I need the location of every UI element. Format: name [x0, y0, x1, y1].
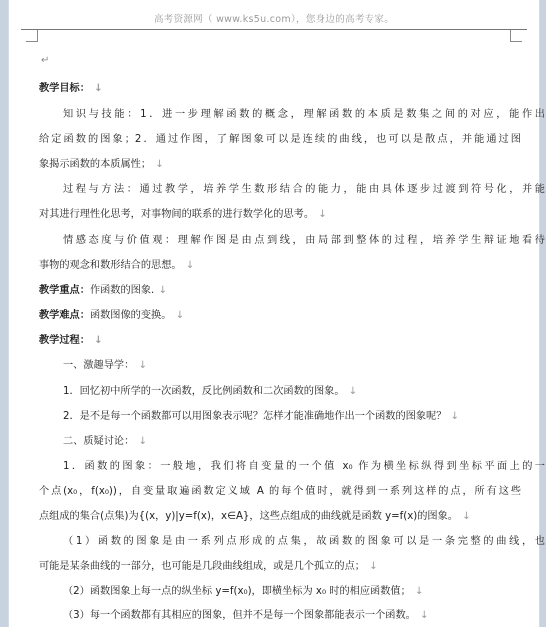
document-page: [8, 0, 545, 627]
note-1-line-1: （1）函数的图象是由一系列点形成的点集，故函数的图象可以是一条完整的曲线，也: [63, 536, 545, 547]
line-break-icon: ↓: [158, 285, 167, 296]
line-break-icon: ↓: [414, 586, 424, 597]
line-break-icon: ↓: [138, 436, 147, 447]
line-break-icon: ↓: [369, 561, 378, 572]
goals-heading: 教学目标： ↓: [39, 83, 103, 94]
goals-attitude-line-1: 情感态度与价值观：理解作图是由点到线，由局部到整体的过程，培养学生辩证地看待: [63, 235, 545, 246]
key-point: 教学重点：作函数的图象. ↓: [39, 285, 167, 296]
crop-mark-right: [510, 30, 522, 42]
goals-process-line-2: 对其进行理性化思考，对事物间的联系的进行数学化的思考。 ↓: [39, 209, 327, 220]
line-break-icon: ↓: [138, 360, 147, 371]
section1-item-1: 1．回忆初中所学的一次函数，反比例函数和二次函数的图象。 ↓: [63, 386, 358, 397]
line-break-icon: ↓: [348, 386, 358, 397]
section1-item-2: 2．是不是每一个函数都可以用图象表示呢？怎样才能准确地作出一个函数的图象呢？ ↓: [63, 411, 459, 422]
difficulty-point: 教学难点：函数图像的变换。 ↓: [39, 310, 184, 321]
line-break-icon: ↓: [155, 159, 164, 170]
goals-knowledge-line-3: 象揭示函数的本质属性； ↓: [39, 159, 164, 170]
page-header: 高考资源网（ www.ks5u.com），您身边的高考专家。: [153, 14, 395, 25]
function-graph-def-line-2: 个点(x₀，f(x₀))，自变量取遍函数定义域 A 的每个值时，就得到一系列这样的点，所有这些: [39, 486, 521, 497]
note-3: （3）每一个函数都有其相应的图象，但并不是每一个图象都能表示一个函数。 ↓: [63, 610, 429, 621]
goals-knowledge-line-1: 知识与技能：1．进一步理解函数的概念，理解函数的本质是数集之间的对应，能作出: [63, 109, 545, 120]
goals-knowledge-line-2: 给定函数的图象；2．通过作图，了解图象可以是连续的曲线，也可以是散点，并能通过图: [39, 134, 521, 145]
goals-process-line-1: 过程与方法：通过教学，培养学生数形结合的能力，能由具体逐步过渡到符号化，并能: [63, 184, 545, 195]
note-1-line-2: 可能是某条曲线的一部分，也可能是几段曲线组成，或是几个孤立的点； ↓: [39, 561, 378, 572]
line-break-icon: ↓: [185, 260, 195, 271]
function-graph-def-line-1: 1．函数的图象：一般地，我们将自变量的一个值 x₀ 作为横坐标纵得到坐标平面上的一: [63, 461, 545, 472]
line-break-icon: ↓: [93, 335, 103, 346]
goals-attitude-line-2: 事物的观念和数形结合的思想。 ↓: [39, 260, 195, 271]
crop-mark-left: [26, 30, 38, 42]
line-break-icon: ↓: [419, 610, 429, 621]
header-rule: [21, 29, 527, 30]
line-break-icon: ↓: [93, 83, 103, 94]
line-break-icon: ↓: [175, 310, 184, 321]
function-graph-def-line-3: 点组成的集合(点集)为{(x，y)|y=f(x)，x∈A}，这些点组成的曲线就是函数 y=f(x)的图象。 ↓: [39, 511, 471, 522]
section2-title: 二、质疑讨论： ↓: [63, 436, 147, 447]
line-break-icon: ↓: [450, 411, 459, 422]
paragraph-mark-icon: ↵: [41, 55, 50, 66]
process-heading: 教学过程： ↓: [39, 335, 103, 346]
section1-title: 一、激趣导学： ↓: [63, 360, 147, 371]
note-2: （2）函数图象上每一点的纵坐标 y=f(x₀)，即横坐标为 x₀ 时的相应函数值； ↓: [63, 586, 424, 597]
line-break-icon: ↓: [318, 209, 327, 220]
line-break-icon: ↓: [461, 511, 471, 522]
